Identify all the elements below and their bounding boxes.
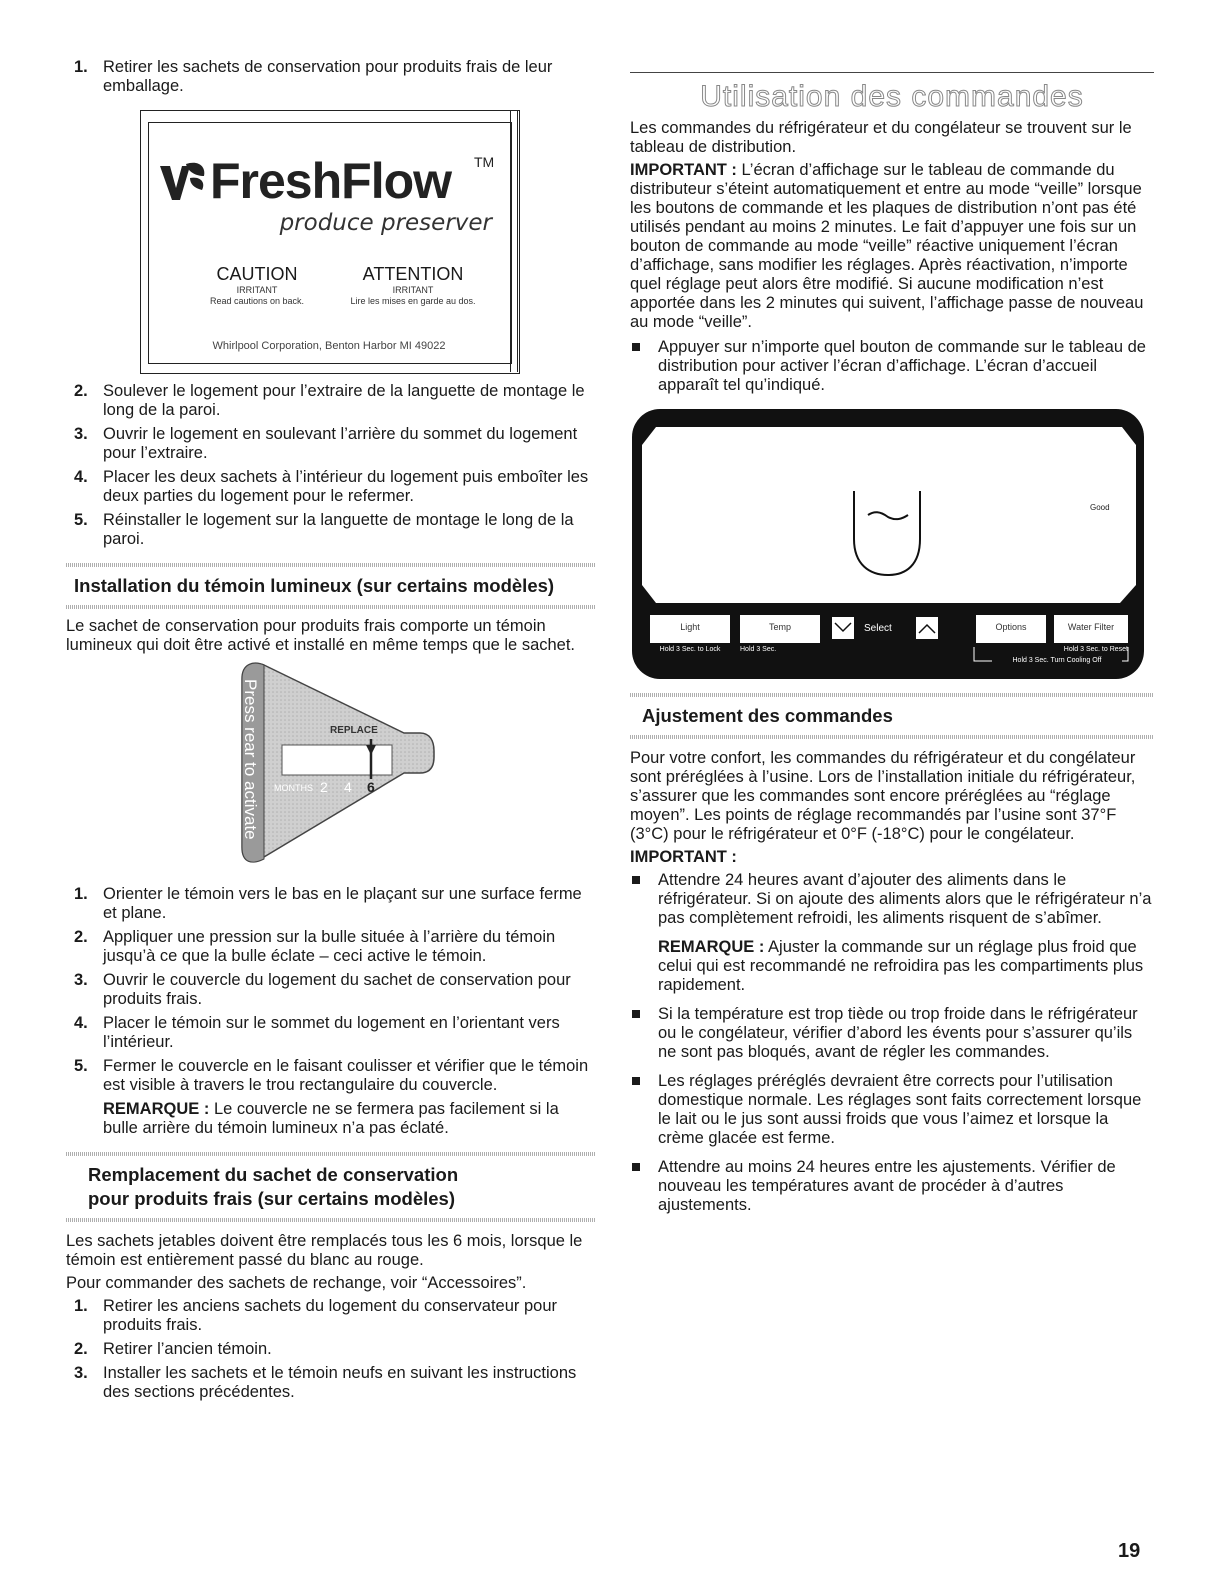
- replace-paragraph: Les sachets jetables doivent être remplacés tous les 6 mois, lorsque le témoin est entièrement passé du blanc au rouge.: [66, 1232, 583, 1269]
- step-text: Placer les deux sachets à l’intérieur du logement puis emboîter les deux parties du logement pour le refermer.: [103, 468, 589, 505]
- replace-order-paragraph: Pour commander des sachets de rechange, voir “Accessoires”.: [66, 1274, 527, 1292]
- step-number: 4.: [74, 468, 88, 486]
- trademark: TM: [474, 154, 495, 170]
- caution-title: CAUTION: [216, 264, 298, 284]
- page-number: 19: [1118, 1540, 1141, 1562]
- note-label: REMARQUE :: [658, 938, 765, 956]
- adjust-paragraph: Pour votre confort, les commandes du réfrigérateur et du congélateur sont préréglées à l’usine. Lors de l’installation initiale du réfrigérateur, s’assurer que les commandes sont encore préréglées au “réglage moyen”. Les points de réglage recommandés par l’usine sont 37°F (3°C) pour le réfrigérateur et 0°F (-18°C) pour le congélateur.: [630, 749, 1136, 843]
- step-text: Appliquer une pression sur la bulle située à l’arrière du témoin jusqu’à ce que la bulle éclate – ceci active le témoin.: [103, 928, 556, 965]
- section-title-replace: Remplacement du sachet de conservation: [88, 1164, 459, 1185]
- step-number: 2.: [74, 928, 88, 946]
- list-item: [66, 1340, 596, 1359]
- package-footer: Whirlpool Corporation, Benton Harbor MI 49022: [212, 340, 446, 352]
- attention-block: [328, 264, 498, 307]
- top-rule: [630, 72, 1154, 73]
- light-sub-label: Hold 3 Sec. to Lock: [659, 646, 721, 653]
- temp-button[interactable]: Temp: [768, 622, 791, 632]
- steps-intro: [66, 58, 596, 96]
- list-item: [66, 425, 596, 463]
- step-number: 2.: [74, 382, 88, 400]
- list-item: [66, 1297, 596, 1335]
- months-label: MONTHS: [274, 783, 313, 793]
- list-item: [66, 971, 596, 1009]
- months-6: 6: [367, 779, 375, 795]
- step-text: Orienter le témoin vers le bas en le plaçant sur une surface ferme et plane.: [103, 885, 582, 922]
- step-text: Ouvrir le logement en soulevant l’arrière du sommet du logement pour l’extraire.: [103, 425, 578, 462]
- step-number: 1.: [74, 1297, 88, 1315]
- status-good: Good: [1090, 503, 1110, 512]
- bullet-text: Si la température est trop tiède ou trop froide dans le réfrigérateur ou le congélateur, vérifier d’abord les évents pour s’assurer qu’ils ne sont pas bloqués, avant de régler les commandes.: [658, 1005, 1138, 1061]
- leaf-logo-icon: [156, 158, 208, 204]
- section-rule: [630, 735, 1154, 739]
- section-title-replace-2: pour produits frais (sur certains modèles): [88, 1188, 455, 1209]
- steps-install: [66, 885, 596, 1138]
- list-item: [66, 382, 596, 420]
- right-column: [630, 58, 1154, 1225]
- list-item: [630, 1158, 1154, 1215]
- section-rule: [66, 1218, 596, 1222]
- list-item: [66, 1014, 596, 1052]
- press-rear-text: Press rear to activate: [241, 679, 260, 840]
- steps-replace: [66, 1297, 596, 1402]
- note-text: Le couvercle ne se fermera pas facilement si la bulle arrière du témoin lumineux n’a pas éclaté.: [103, 1100, 559, 1137]
- note-label: REMARQUE :: [103, 1100, 210, 1118]
- select-button[interactable]: Select: [864, 623, 892, 634]
- replace-label: REPLACE: [330, 725, 378, 736]
- list-item: Appuyer sur n’importe quel bouton de commande sur le tableau de distribution pour activer l’écran d’affichage. L’écran d’accueil apparaît tel qu’indiqué.: [630, 338, 1154, 395]
- attention-sub: IRRITANT: [392, 285, 434, 295]
- step-text: Retirer l’ancien témoin.: [103, 1340, 272, 1358]
- list-item: [66, 58, 596, 96]
- list-item: [66, 928, 596, 966]
- list-item: [630, 1005, 1154, 1062]
- control-panel-figure: [632, 409, 1144, 679]
- cooling-off-label: Hold 3 Sec. Turn Cooling Off: [992, 657, 1122, 664]
- light-button[interactable]: Light: [680, 622, 700, 632]
- step-number: 5.: [74, 511, 88, 529]
- bullet-text: Attendre 24 heures avant d’ajouter des aliments dans le réfrigérateur. Si on ajoute des aliments alors que le réfrigérateur n’a pas complètement refroidi, les aliments risquent de s’abîmer.: [658, 871, 1152, 927]
- indicator-side-label: [238, 677, 260, 857]
- list-item: [66, 511, 596, 549]
- controls-intro: Les commandes du réfrigérateur et du congélateur se trouvent sur le tableau de distribution.: [630, 119, 1132, 156]
- step-number: 4.: [74, 1014, 88, 1032]
- list-item: [630, 871, 1154, 995]
- step-text: Soulever le logement pour l’extraire de la languette de montage le long de la paroi.: [103, 382, 585, 419]
- months-4: 4: [344, 779, 352, 795]
- important-label: IMPORTANT :: [630, 161, 737, 179]
- step-number: 3.: [74, 1364, 88, 1382]
- brand-subtitle: produce preserver: [279, 210, 492, 236]
- indicator-figure: [224, 659, 444, 879]
- step-text: Ouvrir le couvercle du logement du sachet de conservation pour produits frais.: [103, 971, 571, 1008]
- note-text: Ajuster la commande sur un réglage plus froid que celui qui est recommandé ne refroidira pas les compartiments plus rapidement.: [658, 938, 1144, 994]
- step-text: Retirer les sachets de conservation pour produits frais de leur emballage.: [103, 58, 553, 95]
- adjust-important-label: IMPORTANT :: [630, 848, 737, 866]
- step-text: Fermer le couvercle en le faisant coulisser et vérifier que le témoin est visible à travers le trou rectangulaire du couvercle.: [103, 1057, 589, 1094]
- list-item: [66, 1364, 596, 1402]
- section-rule: [630, 693, 1154, 697]
- bullet-text: Attendre au moins 24 heures entre les ajustements. Vérifier de nouveau les températures avant de procéder à d’autres ajustements.: [658, 1158, 1116, 1214]
- step-number: 3.: [74, 425, 88, 443]
- section-title-adjust: Ajustement des commandes: [642, 705, 893, 726]
- months-2: 2: [320, 779, 328, 795]
- bullets-activate: [630, 338, 1154, 395]
- section-title-install: Installation du témoin lumineux (sur certains modèles): [74, 575, 555, 596]
- list-item: [66, 1057, 596, 1138]
- step-number: 1.: [74, 885, 88, 903]
- section-rule: [66, 1152, 596, 1156]
- list-item: [66, 885, 596, 923]
- caution-sub: Read cautions on back.: [209, 296, 305, 306]
- section-rule: [66, 605, 596, 609]
- control-panel-illustration: [632, 409, 1144, 679]
- important-paragraph: [630, 161, 1154, 332]
- list-item: [66, 468, 596, 506]
- bullets-adjust: [630, 871, 1154, 1215]
- caution-sub: IRRITANT: [236, 285, 278, 295]
- water-filter-button[interactable]: Water Filter: [1067, 622, 1115, 632]
- left-column: [66, 58, 596, 1407]
- important-text: L’écran d’affichage sur le tableau de commande du distributeur s’éteint automatiquement et entre au mode “veille” lorsque les boutons de commande et les plaques de distribution n’ont pas été utilisés pendant au moins 2 minutes. Le fait d’appuyer une fois sur un bouton de commande au mode “veille” réactive uniquement l’écran d’affichage, sans modifier les réglages. Après réactivation, n’importe quel réglage peut alors être modifié. Si aucune modification n’est apportée dans les 2 minutes qui suivent, l’affichage passe de nouveau au mode “veille”.: [630, 161, 1144, 331]
- step-text: Retirer les anciens sachets du logement du conservateur pour produits frais.: [103, 1297, 557, 1334]
- step-number: 5.: [74, 1057, 88, 1075]
- temp-sub-label: Hold 3 Sec.: [740, 646, 777, 653]
- install-note: [103, 1100, 596, 1138]
- options-button[interactable]: Options: [995, 622, 1027, 632]
- adjust-note: [658, 938, 1154, 995]
- attention-title: ATTENTION: [362, 264, 464, 284]
- bullet-text: Les réglages préréglés devraient être corrects pour l’utilisation domestique normale. Les réglages sont faits correctement lorsque le lait ou le jus sont aussi froids que vous l’aimez et lorsque la crème glacée est ferme.: [658, 1072, 1142, 1147]
- step-text: Placer le témoin sur le sommet du logement en l’orientant vers l’intérieur.: [103, 1014, 560, 1051]
- steps-housing: [66, 382, 596, 549]
- step-number: 3.: [74, 971, 88, 989]
- attention-sub: Lire les mises en garde au dos.: [350, 296, 476, 306]
- freshflow-package-figure: [140, 110, 520, 374]
- step-text: Réinstaller le logement sur la languette de montage le long de la paroi.: [103, 511, 574, 548]
- section-rule: [66, 563, 596, 567]
- page-title: Utilisation des commandes: [700, 80, 1084, 113]
- step-number: 2.: [74, 1340, 88, 1358]
- step-number: 1.: [74, 58, 88, 76]
- caution-block: [172, 264, 342, 307]
- package-side-strip: [510, 110, 518, 372]
- install-intro: Le sachet de conservation pour produits frais comporte un témoin lumineux qui doit être activé et installé en même temps que le sachet.: [66, 617, 576, 654]
- brand-name: FreshFlow: [210, 153, 452, 209]
- water-filter-sub-label: Hold 3 Sec. to Reset: [1063, 646, 1128, 653]
- step-text: Installer les sachets et le témoin neufs en suivant les instructions des sections précédentes.: [103, 1364, 577, 1401]
- list-item: [630, 1072, 1154, 1148]
